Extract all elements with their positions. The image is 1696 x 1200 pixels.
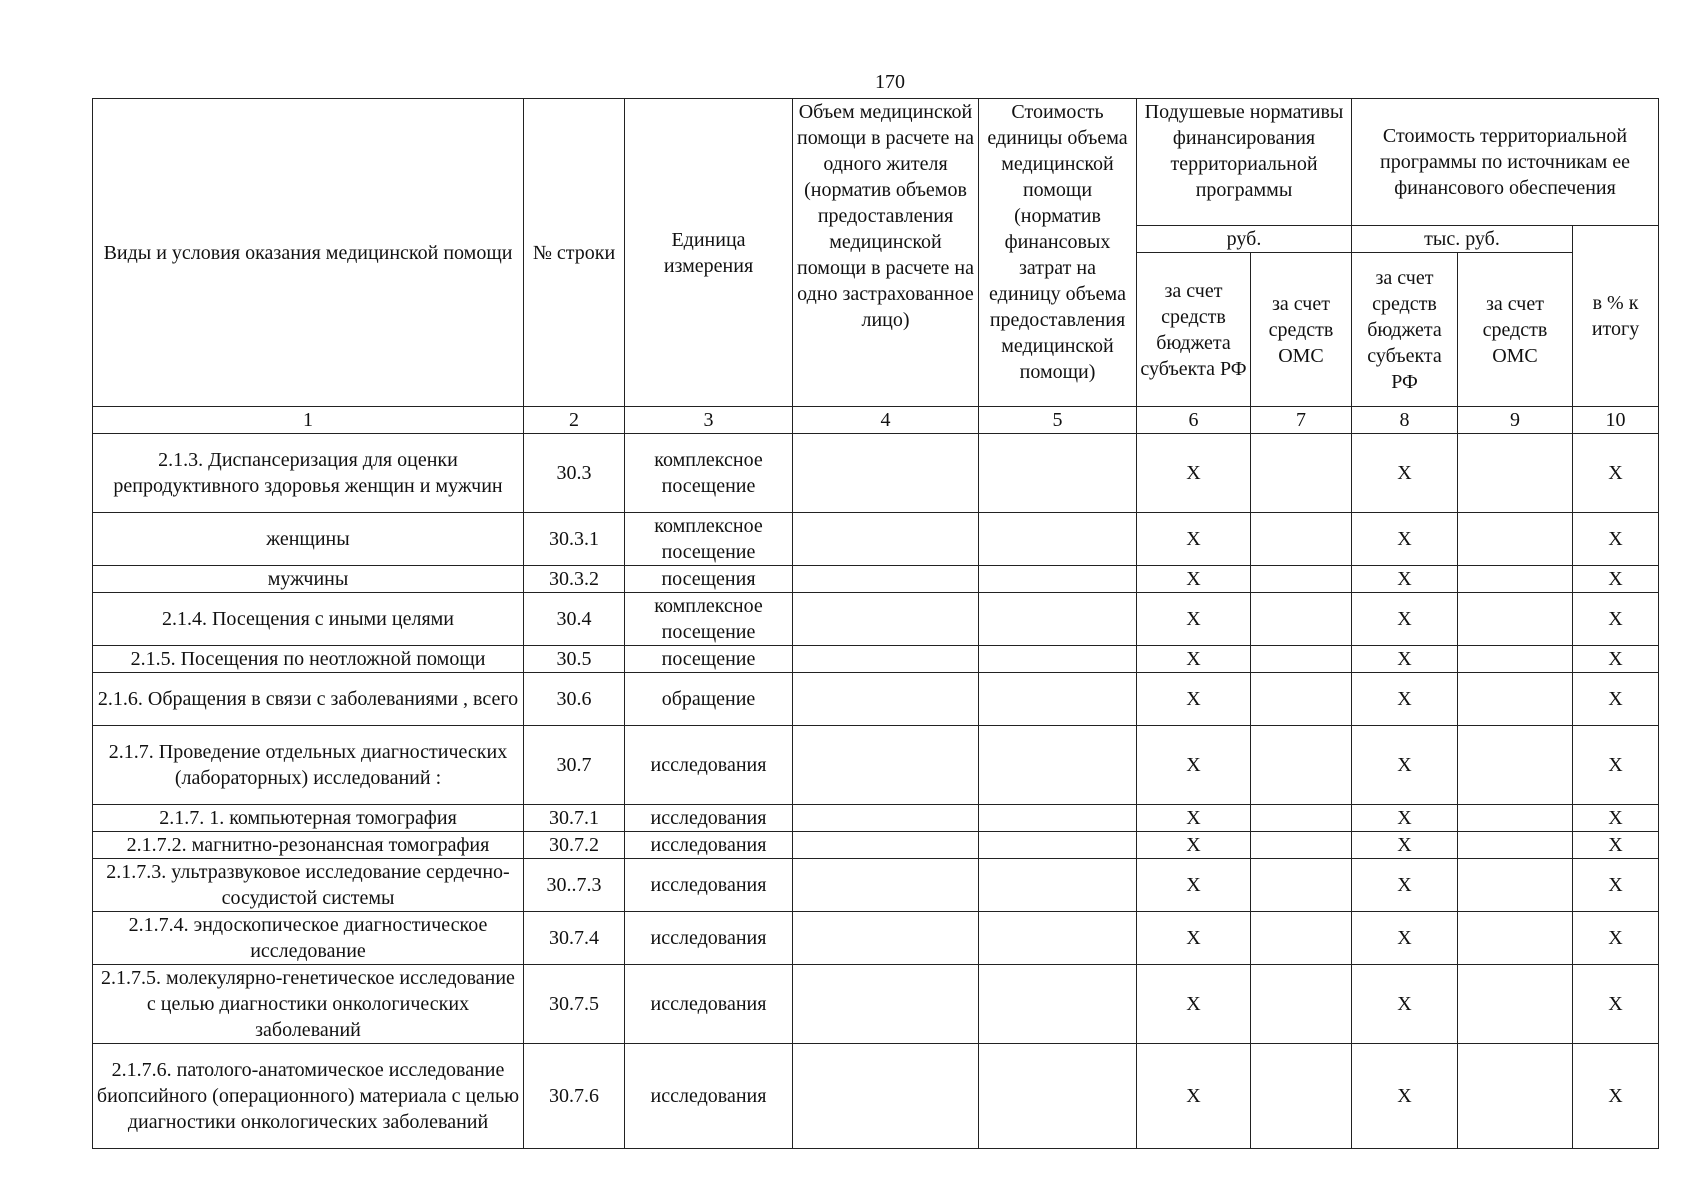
row-line-number: 30.7.2 (524, 832, 625, 859)
row-unit: комплексное посещение (625, 513, 793, 566)
header-regional-budget-rub: за счет средств бюджета субъекта РФ (1137, 253, 1251, 407)
row-c9 (1458, 832, 1573, 859)
row-unit-cost (979, 593, 1137, 646)
row-unit: исследования (625, 726, 793, 805)
table-row (93, 1044, 1659, 1149)
row-c6: X (1137, 646, 1251, 673)
row-unit-cost (979, 832, 1137, 859)
column-number: 9 (1458, 407, 1573, 434)
row-c9 (1458, 646, 1573, 673)
row-c8: X (1352, 513, 1458, 566)
row-c6: X (1137, 726, 1251, 805)
row-c7 (1251, 912, 1352, 965)
column-number: 5 (979, 407, 1137, 434)
row-unit: исследования (625, 832, 793, 859)
column-number: 1 (93, 407, 524, 434)
row-c9 (1458, 566, 1573, 593)
row-c10: X (1573, 434, 1659, 513)
row-unit: исследования (625, 859, 793, 912)
row-line-number: 30.3.2 (524, 566, 625, 593)
row-c10: X (1573, 1044, 1659, 1149)
header-regional-budget-thousand: за счет средств бюджета субъекта РФ (1352, 253, 1458, 407)
row-name: 2.1.7.4. эндоскопическое диагностическое исследование (93, 912, 524, 965)
row-unit-cost (979, 859, 1137, 912)
row-name: 2.1.7. Проведение отдельных диагностических (лабораторных) исследований : (93, 726, 524, 805)
table-row (93, 434, 1659, 513)
row-c10: X (1573, 593, 1659, 646)
row-volume (793, 646, 979, 673)
row-c6: X (1137, 434, 1251, 513)
row-unit-cost (979, 805, 1137, 832)
row-line-number: 30.7 (524, 726, 625, 805)
row-unit: комплексное посещение (625, 593, 793, 646)
row-volume (793, 805, 979, 832)
header-types-of-care: Виды и условия оказания медицинской помощи (93, 99, 524, 407)
header-unit: Единица измерения (625, 99, 793, 407)
row-c9 (1458, 1044, 1573, 1149)
row-line-number: 30.7.5 (524, 965, 625, 1044)
row-unit-cost (979, 965, 1137, 1044)
row-c6: X (1137, 859, 1251, 912)
row-c9 (1458, 859, 1573, 912)
row-unit-cost (979, 513, 1137, 566)
row-c9 (1458, 593, 1573, 646)
header-unit-rub: руб. (1137, 226, 1352, 253)
table-row (93, 513, 1659, 566)
row-c7 (1251, 513, 1352, 566)
row-c8: X (1352, 965, 1458, 1044)
row-name: 2.1.4. Посещения с иными целями (93, 593, 524, 646)
row-c8: X (1352, 566, 1458, 593)
row-c7 (1251, 832, 1352, 859)
page-number: 170 (875, 71, 905, 93)
row-volume (793, 859, 979, 912)
row-c9 (1458, 912, 1573, 965)
financing-table (92, 98, 1659, 1149)
table-row (93, 805, 1659, 832)
row-c6: X (1137, 832, 1251, 859)
row-unit-cost (979, 434, 1137, 513)
row-c7 (1251, 805, 1352, 832)
row-c9 (1458, 434, 1573, 513)
header-volume: Объем медицинской помощи в расчете на одного жителя (норматив объемов предоставления медицинской помощи в расчете на одно застрахованное лицо) (793, 99, 979, 407)
row-line-number: 30.7.6 (524, 1044, 625, 1149)
row-name: 2.1.7.3. ультразвуковое исследование сердечно-сосудистой системы (93, 859, 524, 912)
row-volume (793, 434, 979, 513)
column-number: 4 (793, 407, 979, 434)
header-per-capita-group: Подушевые нормативы финансирования территориальной программы (1137, 99, 1352, 226)
header-unit-thousand-rub: тыс. руб. (1352, 226, 1573, 253)
row-c10: X (1573, 912, 1659, 965)
table-row (93, 646, 1659, 673)
row-name: 2.1.7.5. молекулярно-генетическое исследование с целью диагностики онкологических заболеваний (93, 965, 524, 1044)
table-row (93, 673, 1659, 726)
row-unit: исследования (625, 1044, 793, 1149)
row-c10: X (1573, 859, 1659, 912)
row-c8: X (1352, 832, 1458, 859)
header-line-number: № строки (524, 99, 625, 407)
row-c7 (1251, 859, 1352, 912)
row-volume (793, 832, 979, 859)
row-unit-cost (979, 646, 1137, 673)
row-unit: посещения (625, 566, 793, 593)
column-number: 8 (1352, 407, 1458, 434)
row-unit: исследования (625, 805, 793, 832)
row-c8: X (1352, 805, 1458, 832)
table-row (93, 566, 1659, 593)
row-c10: X (1573, 646, 1659, 673)
column-number: 2 (524, 407, 625, 434)
row-c7 (1251, 965, 1352, 1044)
row-volume (793, 513, 979, 566)
row-c8: X (1352, 593, 1458, 646)
row-c6: X (1137, 566, 1251, 593)
row-line-number: 30.4 (524, 593, 625, 646)
row-c6: X (1137, 673, 1251, 726)
row-line-number: 30.3 (524, 434, 625, 513)
table-row (93, 859, 1659, 912)
column-number-row (93, 407, 1659, 434)
row-c6: X (1137, 593, 1251, 646)
row-unit: исследования (625, 912, 793, 965)
row-line-number: 30..7.3 (524, 859, 625, 912)
row-c7 (1251, 434, 1352, 513)
row-unit: обращение (625, 673, 793, 726)
row-name: женщины (93, 513, 524, 566)
table-row (93, 965, 1659, 1044)
row-name: 2.1.7.6. патолого-анатомическое исследование биопсийного (операционного) материала с целью диагностики онкологических заболеваний (93, 1044, 524, 1149)
row-c9 (1458, 513, 1573, 566)
row-c6: X (1137, 965, 1251, 1044)
table-row (93, 726, 1659, 805)
row-unit-cost (979, 1044, 1137, 1149)
header-program-cost-group: Стоимость территориальной программы по источникам ее финансового обеспечения (1352, 99, 1659, 226)
row-c9 (1458, 726, 1573, 805)
row-c10: X (1573, 673, 1659, 726)
row-volume (793, 1044, 979, 1149)
row-unit: исследования (625, 965, 793, 1044)
header-percent-of-total: в % к итогу (1573, 226, 1659, 407)
row-unit-cost (979, 726, 1137, 805)
row-c10: X (1573, 965, 1659, 1044)
row-name: 2.1.7. 1. компьютерная томография (93, 805, 524, 832)
column-number: 7 (1251, 407, 1352, 434)
header-unit-cost: Стоимость единицы объема медицинской помощи (норматив финансовых затрат на единицу объема предоставления медицинской помощи) (979, 99, 1137, 407)
row-c10: X (1573, 805, 1659, 832)
row-volume (793, 965, 979, 1044)
row-line-number: 30.7.4 (524, 912, 625, 965)
column-number: 10 (1573, 407, 1659, 434)
row-volume (793, 912, 979, 965)
row-c9 (1458, 805, 1573, 832)
row-c6: X (1137, 912, 1251, 965)
row-unit: посещение (625, 646, 793, 673)
row-unit-cost (979, 912, 1137, 965)
row-c6: X (1137, 1044, 1251, 1149)
row-unit: комплексное посещение (625, 434, 793, 513)
row-c7 (1251, 646, 1352, 673)
row-c7 (1251, 566, 1352, 593)
row-c7 (1251, 593, 1352, 646)
table-row (93, 832, 1659, 859)
row-unit-cost (979, 566, 1137, 593)
row-c8: X (1352, 1044, 1458, 1149)
row-c7 (1251, 673, 1352, 726)
row-volume (793, 593, 979, 646)
row-name: 2.1.3. Диспансеризация для оценки репродуктивного здоровья женщин и мужчин (93, 434, 524, 513)
row-c9 (1458, 673, 1573, 726)
row-name: 2.1.7.2. магнитно-резонансная томография (93, 832, 524, 859)
row-line-number: 30.3.1 (524, 513, 625, 566)
row-c6: X (1137, 805, 1251, 832)
row-line-number: 30.6 (524, 673, 625, 726)
row-line-number: 30.5 (524, 646, 625, 673)
row-name: 2.1.5. Посещения по неотложной помощи (93, 646, 524, 673)
row-c10: X (1573, 832, 1659, 859)
row-c9 (1458, 965, 1573, 1044)
row-line-number: 30.7.1 (524, 805, 625, 832)
row-c8: X (1352, 646, 1458, 673)
row-c8: X (1352, 912, 1458, 965)
row-name: 2.1.6. Обращения в связи с заболеваниями , всего (93, 673, 524, 726)
header-oms-rub: за счет средств ОМС (1251, 253, 1352, 407)
row-unit-cost (979, 673, 1137, 726)
row-c6: X (1137, 513, 1251, 566)
row-volume (793, 726, 979, 805)
table-row (93, 912, 1659, 965)
column-number: 3 (625, 407, 793, 434)
row-c10: X (1573, 513, 1659, 566)
header-oms-thousand: за счет средств ОМС (1458, 253, 1573, 407)
row-volume (793, 566, 979, 593)
row-name: мужчины (93, 566, 524, 593)
row-c8: X (1352, 859, 1458, 912)
row-c8: X (1352, 434, 1458, 513)
row-c7 (1251, 1044, 1352, 1149)
table-row (93, 593, 1659, 646)
column-number: 6 (1137, 407, 1251, 434)
row-c7 (1251, 726, 1352, 805)
row-c10: X (1573, 566, 1659, 593)
row-volume (793, 673, 979, 726)
row-c8: X (1352, 673, 1458, 726)
row-c8: X (1352, 726, 1458, 805)
row-c10: X (1573, 726, 1659, 805)
